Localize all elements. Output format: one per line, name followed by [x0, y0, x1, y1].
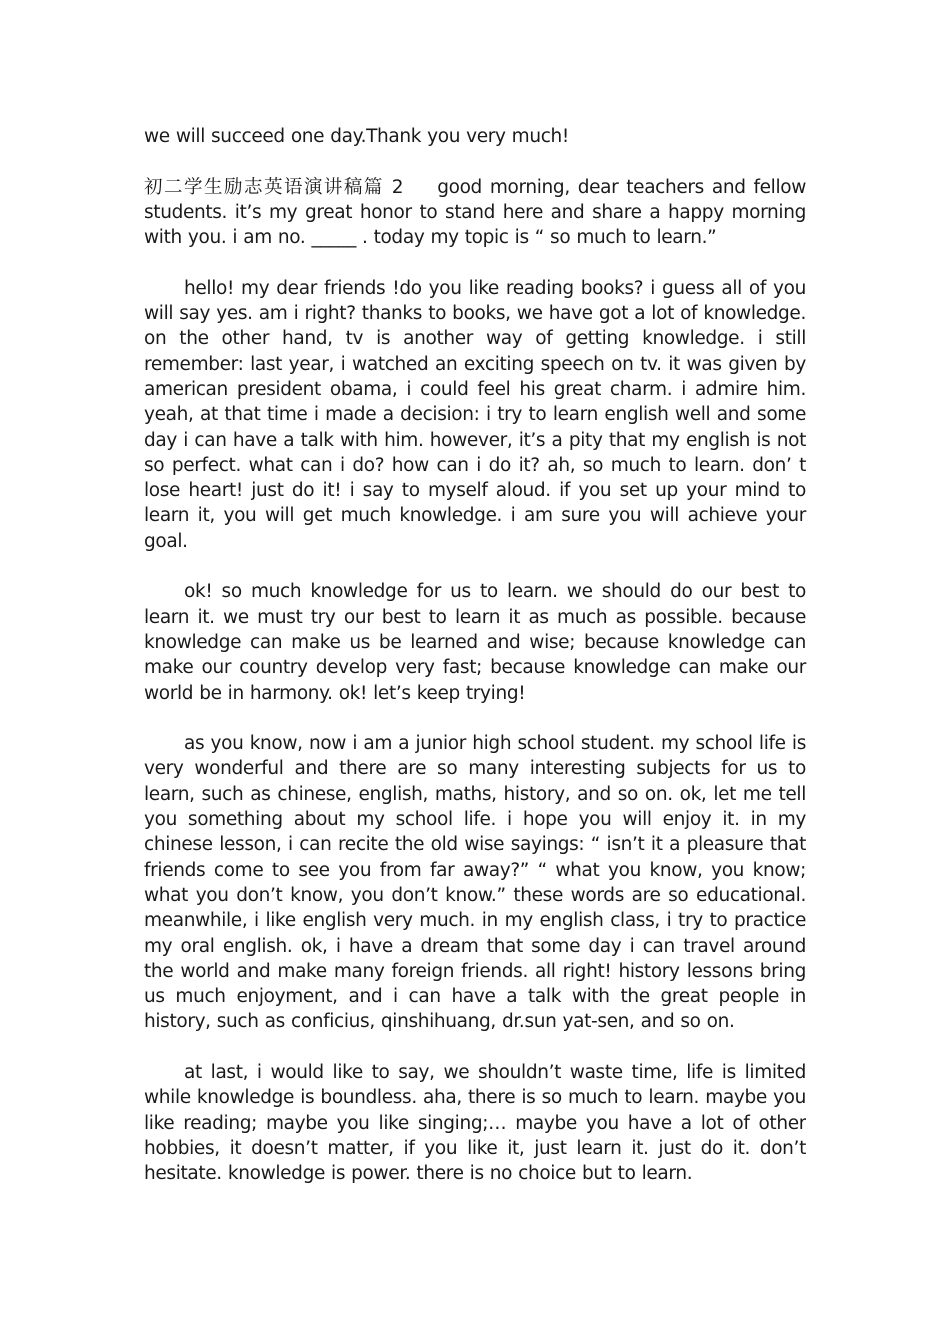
body-paragraph-3: as you know, now i am a junior high school student. my school life is very wonderful and there are so many interesting subjects for us to learn, such as chinese, english, maths, history, and so on. ok, let me tell you something about my school life. i hope you will enjoy it. in my chinese lesson, i can recite the old wise sayings: “ isn’t it a pleasure that friends come to see you from far away?” “ what you know, you know; what you don’t know, you don’t know.” these words are so educational. meanwhile, i like english very much. in my english class, i try to practice my oral english. ok, i have a dream that some day i can travel around the world and make many foreign friends. all right! history lessons bring us much enjoyment, and i can have a talk with the great people in history, such as conficius, qinshihuang, dr.sun yat-sen, and so on.	[144, 733, 806, 1033]
section-intro-text: good morning, dear teachers and fellow students. it’s my great honor to stand here and share a happy morning with you. i am no. _____ . today my topic is “ so much to learn.”	[144, 176, 806, 249]
section-intro-paragraph	[144, 175, 806, 251]
page-bottom-clip	[144, 1060, 806, 1186]
body-paragraph-2: ok! so much knowledge for us to learn. we should do our best to learn it. we must try our best to learn it as much as possible. because knowledge can make us be learned and wise; because knowledge can make our country develop very fast; because knowledge can make our world be in harmony. ok! let’s keep trying!	[144, 581, 806, 704]
body-paragraph-1: hello! my dear friends !do you like reading books? i guess all of you will say yes. am i right? thanks to books, we have got a lot of knowledge. on the other hand, tv is another way of getting knowledge. i still remember: last year, i watched an exciting speech on tv. it was given by american president obama, i could feel his great charm. i admire him. yeah, at that time i made a decision: i try to learn english well and some day i can have a talk with him. however, it’s a pity that my english is not so perfect. what can i do? how can i do it? ah, so much to learn. don’ t lose heart! just do it! i say to myself aloud. if you set up your mind to learn it, you will get much knowledge. i am sure you will achieve your goal.	[144, 277, 806, 552]
opening-line: we will succeed one day.Thank you very much!	[144, 126, 569, 147]
body-paragraph-4: at last, i would like to say, we shouldn’t waste time, life is limited while knowledge is boundless. aha, there is so much to learn. maybe you like reading; maybe you like singing;… maybe you have a lot of other hobbies, it doesn’t matter, if you like it, just learn it. just do it. don’t hesitate. knowledge is power. there is no choice but to learn.	[144, 1061, 806, 1185]
document-page	[144, 124, 806, 1186]
section-heading: 初二学生励志英语演讲稿篇 2	[144, 176, 404, 198]
